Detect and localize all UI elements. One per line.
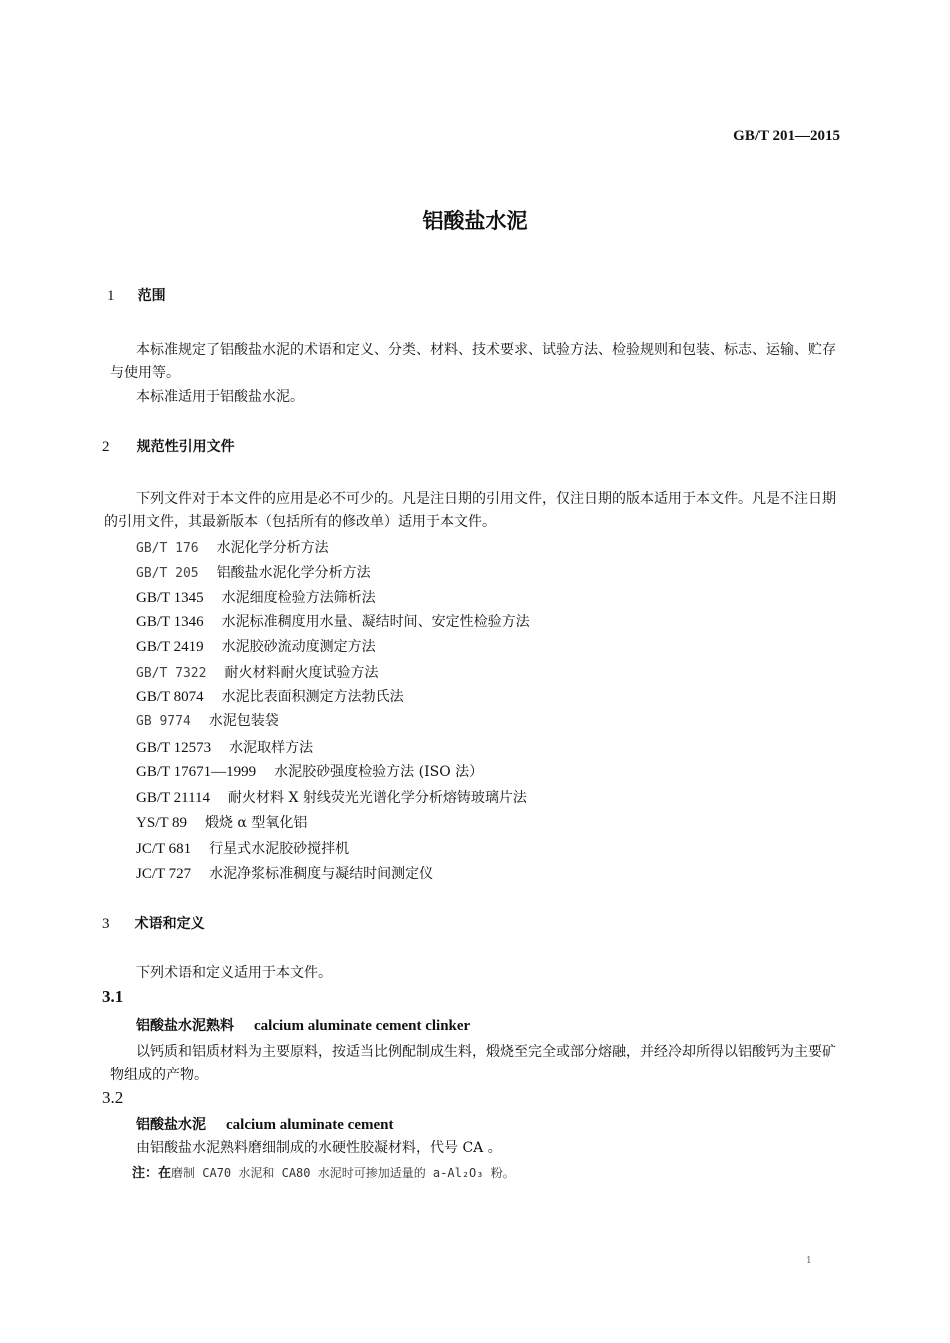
reference-code: GB/T 176	[136, 541, 199, 556]
term-entry	[136, 1114, 393, 1134]
term-definition: 由铝酸盐水泥熟料磨细制成的水硬性胶凝材料，代号 CA 。	[136, 1140, 502, 1156]
reference-name: 水泥取样方法	[229, 740, 314, 756]
reference-code: JC/T 681	[136, 841, 192, 857]
reference-code: GB/T 2419	[136, 639, 204, 655]
reference-name: 耐火材料耐火度试验方法	[224, 665, 379, 681]
reference-code: YS/T 89	[136, 815, 187, 831]
terms-intro: 下列术语和定义适用于本文件。	[136, 965, 332, 981]
reference-item	[136, 611, 530, 631]
reference-code: GB/T 12573	[136, 740, 212, 756]
reference-item	[136, 562, 371, 582]
scope-paragraph: 本标准规定了铝酸盐水泥的术语和定义、分类、材料、技术要求、试验方法、检验规则和包装、标志、运输、贮存与使用等。	[110, 342, 836, 381]
reference-name: 行星式水泥胶砂搅拌机	[209, 841, 350, 857]
reference-name: 铝酸盐水泥化学分析方法	[216, 565, 371, 581]
reference-code: GB/T 21114	[136, 790, 211, 806]
term-chinese: 铝酸盐水泥熟料	[136, 1018, 234, 1034]
section-number: 2	[102, 439, 110, 455]
reference-code: GB/T 205	[136, 566, 199, 581]
term-chinese: 铝酸盐水泥	[136, 1117, 206, 1133]
reference-code: GB 9774	[136, 714, 191, 729]
section-3-heading	[102, 913, 205, 933]
reference-code: GB/T 1346	[136, 614, 204, 630]
section-number: 1	[107, 288, 115, 304]
term-note	[132, 1162, 515, 1181]
scope-applicability: 本标准适用于铝酸盐水泥。	[136, 389, 304, 405]
term-definition: 以钙质和铝质材料为主要原料，按适当比例配制成生料，煅烧至完全或部分熔融，并经冷却所得以铝酸钙为主要矿物组成的产物。	[110, 1044, 836, 1083]
reference-name: 水泥胶砂流动度测定方法	[221, 639, 376, 655]
reference-name: 水泥胶砂强度检验方法 (ISO 法）	[274, 764, 484, 780]
term-english: calcium aluminate cement clinker	[254, 1018, 471, 1034]
section-title: 术语和定义	[134, 916, 205, 932]
reference-code: GB/T 7322	[136, 666, 207, 681]
section-1-heading	[107, 285, 166, 305]
clause-number: 3.1	[102, 987, 124, 1006]
section-2-heading	[102, 436, 235, 456]
reference-item	[136, 761, 483, 781]
standard-code: GB/T 201—2015	[733, 128, 840, 144]
term-entry	[136, 1015, 470, 1035]
reference-name: 水泥标准稠度用水量、凝结时间、安定性检验方法	[221, 614, 530, 630]
section-title: 范围	[137, 288, 166, 304]
document-title: 铝酸盐水泥	[422, 209, 528, 233]
reference-code: GB/T 1345	[136, 590, 204, 606]
reference-name: 耐火材料 X 射线荧光光谱化学分析熔铸玻璃片法	[228, 790, 527, 806]
reference-item	[136, 537, 329, 557]
reference-item	[136, 838, 349, 858]
reference-name: 水泥化学分析方法	[216, 540, 329, 556]
reference-name: 水泥包装袋	[208, 713, 279, 729]
page-number: 1	[806, 1256, 812, 1266]
reference-item	[136, 787, 527, 807]
reference-item	[136, 686, 404, 706]
reference-name: 水泥净浆标准稠度与凝结时间测定仪	[209, 866, 434, 882]
reference-item	[136, 863, 433, 883]
reference-name: 煅烧 α 型氧化铝	[204, 815, 308, 831]
reference-code: GB/T 8074	[136, 689, 204, 705]
references-intro: 下列文件对于本文件的应用是必不可少的。凡是注日期的引用文件，仅注日期的版本适用于本文件。凡是不注日期的引用文件，其最新版本（包括所有的修改单）适用于本文件。	[104, 491, 836, 530]
section-number: 3	[102, 916, 110, 932]
section-title: 规范性引用文件	[136, 439, 235, 455]
reference-item	[136, 662, 378, 682]
note-text: 磨制 CA70 水泥和 CA80 水泥时可掺加适量的 a-Al₂O₃ 粉。	[171, 1166, 515, 1180]
reference-item	[136, 812, 307, 832]
reference-code: GB/T 17671—1999	[136, 764, 257, 780]
reference-item	[136, 710, 279, 730]
note-label: 注：在	[132, 1166, 172, 1181]
term-english: calcium aluminate cement	[226, 1117, 394, 1133]
clause-number: 3.2	[102, 1088, 124, 1107]
reference-code: JC/T 727	[136, 866, 192, 882]
reference-item	[136, 636, 376, 656]
reference-item	[136, 587, 376, 607]
reference-name: 水泥比表面积测定方法勃氏法	[221, 689, 404, 705]
reference-name: 水泥细度检验方法筛析法	[221, 590, 376, 606]
reference-item	[136, 737, 313, 757]
